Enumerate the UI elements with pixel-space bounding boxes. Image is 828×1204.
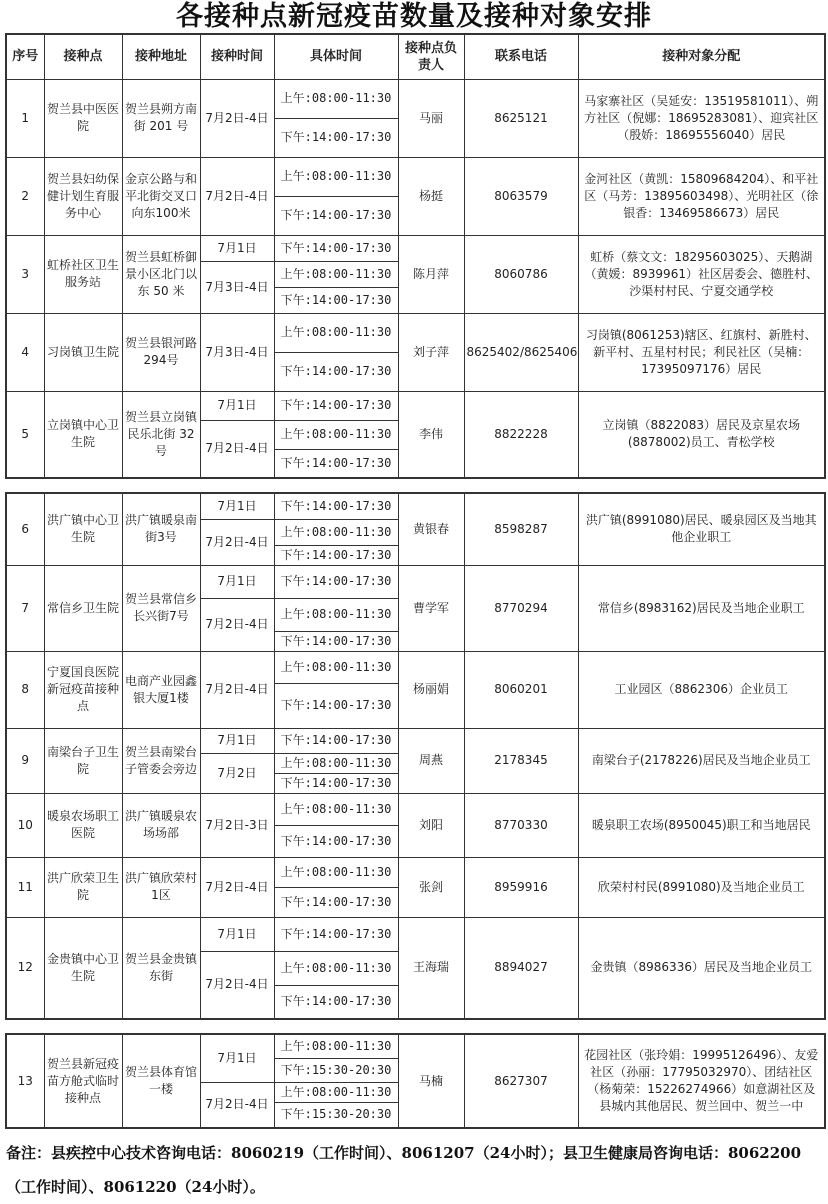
cell-manager: 刘阳	[398, 793, 464, 857]
cell-index: 4	[6, 313, 44, 391]
cell-date: 7月2日	[200, 753, 274, 793]
cell-time-slot: 下午:14:00-17:30	[274, 352, 398, 391]
schedule-table-part-3	[5, 1033, 826, 1129]
header-time: 具体时间	[274, 34, 398, 79]
table-row	[6, 565, 825, 598]
cell-index: 7	[6, 565, 44, 651]
header-target: 接种对象分配	[578, 34, 825, 79]
cell-site: 宁夏国良医院新冠疫苗接种点	[44, 651, 122, 728]
cell-date: 7月2日-4日	[200, 79, 274, 157]
cell-index: 8	[6, 651, 44, 728]
cell-time-slot: 上午:08:00-11:30	[274, 951, 398, 985]
cell-address: 电商产业园鑫银大厦1楼	[122, 651, 200, 728]
cell-address: 贺兰县常信乡长兴街7号	[122, 565, 200, 651]
cell-site: 贺兰县妇幼保健计划生育服务中心	[44, 157, 122, 235]
cell-phone: 8770330	[464, 793, 578, 857]
cell-address: 贺兰县立岗镇民乐北街 32 号	[122, 391, 200, 478]
cell-manager: 曹学军	[398, 565, 464, 651]
cell-phone: 8063579	[464, 157, 578, 235]
cell-time-slot: 下午:14:00-17:30	[274, 825, 398, 857]
cell-phone: 8770294	[464, 565, 578, 651]
table-row	[6, 79, 825, 118]
cell-phone: 8060786	[464, 235, 578, 313]
cell-date: 7月1日	[200, 391, 274, 420]
table-header-row	[6, 34, 825, 79]
cell-phone: 2178345	[464, 728, 578, 793]
table-row	[6, 313, 825, 352]
cell-address: 金京公路与和平北街交叉口向东100米	[122, 157, 200, 235]
schedule-table-part-1	[5, 33, 826, 479]
cell-time-slot: 上午:08:00-11:30	[274, 651, 398, 683]
table-row	[6, 1034, 825, 1058]
cell-time-slot: 下午:14:00-17:30	[274, 985, 398, 1019]
header-manager: 接种点负责人	[398, 34, 464, 79]
table-row	[6, 793, 825, 825]
cell-date: 7月1日	[200, 728, 274, 753]
cell-target: 暖泉职工农场(8950045)职工和当地居民	[578, 793, 825, 857]
cell-target: 习岗镇(8061253)辖区、红旗村、新胜村、新平村、五星村村民；利民社区（吴楠：17395097176）居民	[578, 313, 825, 391]
cell-manager: 马楠	[398, 1034, 464, 1128]
cell-time-slot: 下午:14:00-17:30	[274, 449, 398, 478]
cell-index: 5	[6, 391, 44, 478]
cell-address: 贺兰县体育馆一楼	[122, 1034, 200, 1128]
cell-phone: 8894027	[464, 917, 578, 1019]
cell-manager: 杨丽娟	[398, 651, 464, 728]
cell-target: 虹桥（蔡文文：18295603025）、天鹅湖（黄媛：8939961）社区居委会、德胜村、沙渠村村民、宁夏交通学校	[578, 235, 825, 313]
cell-manager: 刘子萍	[398, 313, 464, 391]
cell-target: 立岗镇（8822083）居民及京星农场(8878002)员工、青松学校	[578, 391, 825, 478]
cell-site: 习岗镇卫生院	[44, 313, 122, 391]
cell-time-slot: 下午:14:00-17:30	[274, 235, 398, 261]
cell-time-slot: 下午:14:00-17:30	[274, 917, 398, 951]
cell-target: 欣荣村村民(8991080)及当地企业员工	[578, 857, 825, 917]
cell-time-slot: 上午:08:00-11:30	[274, 598, 398, 631]
cell-index: 9	[6, 728, 44, 793]
cell-time-slot: 下午:14:00-17:30	[274, 118, 398, 157]
cell-address: 贺兰县银河路294号	[122, 313, 200, 391]
table-row	[6, 493, 825, 519]
cell-time-slot: 下午:14:00-17:30	[274, 196, 398, 235]
cell-time-slot: 下午:14:00-17:30	[274, 565, 398, 598]
cell-manager: 黄银春	[398, 493, 464, 565]
cell-time-slot: 下午:15:30-20:30	[274, 1102, 398, 1128]
cell-time-slot: 上午:08:00-11:30	[274, 1034, 398, 1058]
cell-time-slot: 上午:08:00-11:30	[274, 313, 398, 352]
header-address: 接种地址	[122, 34, 200, 79]
cell-time-slot: 上午:08:00-11:30	[274, 157, 398, 196]
table-row	[6, 651, 825, 683]
cell-time-slot: 下午:14:00-17:30	[274, 728, 398, 753]
cell-target: 南梁台子(2178226)居民及当地企业员工	[578, 728, 825, 793]
cell-date: 7月2日-4日	[200, 519, 274, 565]
cell-address: 贺兰县虹桥御景小区北门以东 50 米	[122, 235, 200, 313]
cell-time-slot: 上午:08:00-11:30	[274, 420, 398, 449]
cell-index: 3	[6, 235, 44, 313]
cell-time-slot: 下午:14:00-17:30	[274, 391, 398, 420]
cell-site: 虹桥社区卫生服务站	[44, 235, 122, 313]
cell-date: 7月1日	[200, 1034, 274, 1082]
cell-phone: 8627307	[464, 1034, 578, 1128]
cell-site: 洪广镇中心卫生院	[44, 493, 122, 565]
cell-site: 南梁台子卫生院	[44, 728, 122, 793]
cell-target: 花园社区（张玲娟：19995126496）、友爱社区（孙丽：17795032970）、团结社区（杨菊荣：15226274966）如意湖社区及县城内其他居民、贺兰回中、贺兰一中	[578, 1034, 825, 1128]
cell-site: 洪广欣荣卫生院	[44, 857, 122, 917]
cell-target: 常信乡(8983162)居民及当地企业职工	[578, 565, 825, 651]
cell-address: 贺兰县朔方南街 201 号	[122, 79, 200, 157]
cell-date: 7月2日-4日	[200, 157, 274, 235]
cell-date: 7月3日-4日	[200, 313, 274, 391]
cell-time-slot: 下午:14:00-17:30	[274, 773, 398, 793]
table-row	[6, 857, 825, 887]
cell-date: 7月2日-4日	[200, 951, 274, 1019]
cell-time-slot: 上午:08:00-11:30	[274, 261, 398, 287]
cell-target: 洪广镇(8991080)居民、暖泉园区及当地其他企业职工	[578, 493, 825, 565]
cell-manager: 李伟	[398, 391, 464, 478]
cell-date: 7月2日-4日	[200, 1082, 274, 1128]
cell-address: 贺兰县南梁台子管委会旁边	[122, 728, 200, 793]
footer-notes: 备注：县疾控中心技术咨询电话：8060219（工作时间）、8061207（24小时）；县卫生健康局咨询电话：8062200（工作时间）、8061220（24小时）。	[6, 1144, 802, 1196]
cell-site: 立岗镇中心卫生院	[44, 391, 122, 478]
cell-date: 7月2日-3日	[200, 793, 274, 857]
cell-date: 7月1日	[200, 917, 274, 951]
cell-time-slot: 下午:14:00-17:30	[274, 493, 398, 519]
cell-target: 工业园区（8862306）企业员工	[578, 651, 825, 728]
cell-time-slot: 下午:14:00-17:30	[274, 545, 398, 565]
cell-index: 1	[6, 79, 44, 157]
schedule-table-part-2	[5, 492, 826, 1020]
cell-index: 2	[6, 157, 44, 235]
cell-time-slot: 上午:08:00-11:30	[274, 519, 398, 545]
cell-time-slot: 下午:15:30-20:30	[274, 1058, 398, 1082]
cell-time-slot: 上午:08:00-11:30	[274, 753, 398, 773]
cell-manager: 杨挺	[398, 157, 464, 235]
cell-time-slot: 上午:08:00-11:30	[274, 1082, 398, 1102]
cell-site: 常信乡卫生院	[44, 565, 122, 651]
cell-manager: 陈月萍	[398, 235, 464, 313]
header-index: 序号	[6, 34, 44, 79]
cell-date: 7月1日	[200, 565, 274, 598]
cell-index: 6	[6, 493, 44, 565]
cell-phone: 8959916	[464, 857, 578, 917]
cell-address: 洪广镇欣荣村1区	[122, 857, 200, 917]
table-row	[6, 728, 825, 753]
cell-time-slot: 上午:08:00-11:30	[274, 79, 398, 118]
cell-site: 贺兰县新冠疫苗方舱式临时接种点	[44, 1034, 122, 1128]
cell-date: 7月2日-4日	[200, 651, 274, 728]
cell-index: 10	[6, 793, 44, 857]
cell-address: 洪广镇暖泉南街3号	[122, 493, 200, 565]
cell-time-slot: 下午:14:00-17:30	[274, 631, 398, 651]
table-row	[6, 157, 825, 196]
cell-date: 7月2日-4日	[200, 857, 274, 917]
cell-manager: 马丽	[398, 79, 464, 157]
cell-phone: 8598287	[464, 493, 578, 565]
cell-date: 7月3日-4日	[200, 261, 274, 313]
table-row	[6, 235, 825, 261]
cell-date: 7月1日	[200, 493, 274, 519]
table-row	[6, 391, 825, 420]
cell-phone: 8822228	[464, 391, 578, 478]
page-title: 各接种点新冠疫苗数量及接种对象安排	[176, 1, 652, 32]
cell-date: 7月1日	[200, 235, 274, 261]
cell-date: 7月2日-4日	[200, 420, 274, 478]
cell-time-slot: 下午:14:00-17:30	[274, 887, 398, 917]
cell-index: 12	[6, 917, 44, 1019]
cell-time-slot: 上午:08:00-11:30	[274, 793, 398, 825]
cell-phone: 8625402/8625406	[464, 313, 578, 391]
cell-time-slot: 下午:14:00-17:30	[274, 287, 398, 313]
cell-manager: 周燕	[398, 728, 464, 793]
cell-manager: 王海瑞	[398, 917, 464, 1019]
cell-time-slot: 下午:14:00-17:30	[274, 683, 398, 728]
cell-index: 11	[6, 857, 44, 917]
cell-target: 金贵镇（8986336）居民及当地企业员工	[578, 917, 825, 1019]
table-row	[6, 917, 825, 951]
cell-date: 7月2日-4日	[200, 598, 274, 651]
cell-address: 贺兰县金贵镇东街	[122, 917, 200, 1019]
header-date: 接种时间	[200, 34, 274, 79]
cell-index: 13	[6, 1034, 44, 1128]
cell-phone: 8060201	[464, 651, 578, 728]
cell-target: 金河社区（黄凯：15809684204）、和平社区（马芳：13895603498）、光明社区（徐银香：13469586673）居民	[578, 157, 825, 235]
cell-address: 洪广镇暖泉农场场部	[122, 793, 200, 857]
cell-manager: 张剑	[398, 857, 464, 917]
cell-site: 贺兰县中医医院	[44, 79, 122, 157]
cell-site: 金贵镇中心卫生院	[44, 917, 122, 1019]
cell-site: 暖泉农场职工医院	[44, 793, 122, 857]
header-phone: 联系电话	[464, 34, 578, 79]
cell-phone: 8625121	[464, 79, 578, 157]
header-site: 接种点	[44, 34, 122, 79]
cell-time-slot: 上午:08:00-11:30	[274, 857, 398, 887]
cell-target: 马家寨社区（吴延安：13519581011）、朔方社区（倪娜：18695283081）、迎宾社区（殷娇：18695556040）居民	[578, 79, 825, 157]
